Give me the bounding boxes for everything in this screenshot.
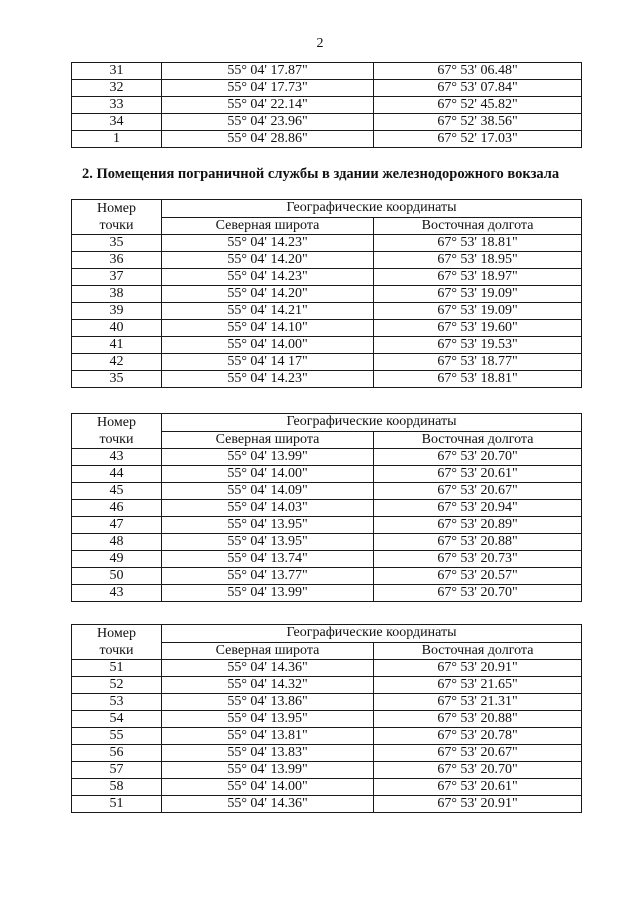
point-number-cell: 34 [72,114,162,131]
longitude-cell: 67° 53' 20.89" [374,517,582,534]
latitude-cell: 55° 04' 14.10" [162,320,374,337]
longitude-cell: 67° 53' 20.70" [374,762,582,779]
point-number-cell: 39 [72,303,162,320]
table-row [72,63,582,80]
table-row [72,320,582,337]
longitude-cell: 67° 53' 21.31" [374,694,582,711]
point-number-cell: 49 [72,551,162,568]
point-number-cell: 51 [72,796,162,813]
latitude-header: Северная широта [162,642,374,660]
point-number-cell: 32 [72,80,162,97]
point-number-cell: 41 [72,337,162,354]
longitude-cell: 67° 53' 20.91" [374,660,582,677]
latitude-cell: 55° 04' 13.95" [162,711,374,728]
point-number-cell: 56 [72,745,162,762]
longitude-cell: 67° 53' 18.95" [374,252,582,269]
coordinates-header: Географические координаты [162,414,582,432]
point-number-cell: 47 [72,517,162,534]
longitude-cell: 67° 53' 19.60" [374,320,582,337]
point-number-cell: 33 [72,97,162,114]
point-number-cell: 37 [72,269,162,286]
point-number-cell: 40 [72,320,162,337]
coordinates-table-3 [71,624,582,813]
table-row [72,252,582,269]
point-number-cell: 38 [72,286,162,303]
table-row [72,796,582,813]
latitude-cell: 55° 04' 14 17" [162,354,374,371]
latitude-cell: 55° 04' 14.00" [162,779,374,796]
table-row [72,235,582,252]
longitude-cell: 67° 53' 20.88" [374,711,582,728]
longitude-cell: 67° 53' 19.09" [374,303,582,320]
longitude-cell: 67° 53' 06.48" [374,63,582,80]
table-row [72,728,582,745]
point-number-cell: 43 [72,585,162,602]
longitude-cell: 67° 53' 20.67" [374,745,582,762]
point-number-cell: 1 [72,131,162,148]
table-row [72,303,582,320]
longitude-header: Восточная долгота [374,642,582,660]
longitude-cell: 67° 53' 20.70" [374,585,582,602]
table-row [72,80,582,97]
latitude-cell: 55° 04' 13.99" [162,449,374,466]
longitude-cell: 67° 53' 07.84" [374,80,582,97]
longitude-cell: 67° 53' 19.09" [374,286,582,303]
point-number-cell: 55 [72,728,162,745]
point-number-cell: 50 [72,568,162,585]
latitude-cell: 55° 04' 13.74" [162,551,374,568]
table-row [72,337,582,354]
latitude-cell: 55° 04' 14.20" [162,252,374,269]
table-row [72,483,582,500]
point-number-cell: 53 [72,694,162,711]
table-row [72,745,582,762]
page-number: 2 [316,36,324,51]
longitude-cell: 67° 52' 45.82" [374,97,582,114]
table-row [72,449,582,466]
point-number-header: Номер точки [72,414,162,449]
latitude-cell: 55° 04' 17.87" [162,63,374,80]
latitude-cell: 55° 04' 14.20" [162,286,374,303]
latitude-cell: 55° 04' 14.23" [162,235,374,252]
point-number-cell: 54 [72,711,162,728]
longitude-cell: 67° 53' 20.78" [374,728,582,745]
latitude-cell: 55° 04' 13.95" [162,534,374,551]
latitude-cell: 55° 04' 13.99" [162,762,374,779]
point-number-cell: 45 [72,483,162,500]
longitude-cell: 67° 52' 38.56" [374,114,582,131]
longitude-cell: 67° 53' 20.57" [374,568,582,585]
table-row [72,677,582,694]
coordinates-table-continued [71,62,582,148]
table-row [72,269,582,286]
point-number-cell: 48 [72,534,162,551]
point-number-cell: 42 [72,354,162,371]
coordinates-header: Географические координаты [162,200,582,218]
latitude-cell: 55° 04' 14.36" [162,796,374,813]
table-row [72,551,582,568]
point-number-cell: 57 [72,762,162,779]
latitude-cell: 55° 04' 14.00" [162,337,374,354]
latitude-cell: 55° 04' 28.86" [162,131,374,148]
point-number-header: Номер точки [72,200,162,235]
table-row [72,762,582,779]
coordinates-table-1 [71,199,582,388]
latitude-header: Северная широта [162,431,374,449]
point-number-cell: 52 [72,677,162,694]
coordinates-header: Географические координаты [162,625,582,643]
latitude-header: Северная широта [162,217,374,235]
section-heading: 2. Помещения пограничной службы в здании железнодорожного вокзала [82,166,560,182]
latitude-cell: 55° 04' 13.77" [162,568,374,585]
point-number-cell: 51 [72,660,162,677]
table-row [72,500,582,517]
latitude-cell: 55° 04' 14.03" [162,500,374,517]
latitude-cell: 55° 04' 13.99" [162,585,374,602]
table-row [72,660,582,677]
latitude-cell: 55° 04' 13.83" [162,745,374,762]
point-number-cell: 31 [72,63,162,80]
table-row [72,711,582,728]
longitude-header: Восточная долгота [374,217,582,235]
longitude-cell: 67° 53' 20.88" [374,534,582,551]
latitude-cell: 55° 04' 13.81" [162,728,374,745]
point-number-cell: 35 [72,235,162,252]
table-row [72,371,582,388]
longitude-cell: 67° 53' 19.53" [374,337,582,354]
point-number-cell: 36 [72,252,162,269]
table-row [72,779,582,796]
point-number-header: Номер точки [72,625,162,660]
longitude-cell: 67° 53' 18.81" [374,371,582,388]
longitude-cell: 67° 53' 20.61" [374,779,582,796]
longitude-cell: 67° 53' 21.65" [374,677,582,694]
table-row [72,97,582,114]
latitude-cell: 55° 04' 14.00" [162,466,374,483]
longitude-cell: 67° 52' 17.03" [374,131,582,148]
longitude-cell: 67° 53' 18.81" [374,235,582,252]
longitude-cell: 67° 53' 20.61" [374,466,582,483]
longitude-cell: 67° 53' 20.67" [374,483,582,500]
latitude-cell: 55° 04' 22.14" [162,97,374,114]
table-row [72,517,582,534]
latitude-cell: 55° 04' 13.95" [162,517,374,534]
table-row [72,534,582,551]
point-number-cell: 46 [72,500,162,517]
table-row [72,466,582,483]
longitude-cell: 67° 53' 20.70" [374,449,582,466]
latitude-cell: 55° 04' 23.96" [162,114,374,131]
longitude-cell: 67° 53' 18.97" [374,269,582,286]
table-row [72,354,582,371]
longitude-cell: 67° 53' 18.77" [374,354,582,371]
longitude-cell: 67° 53' 20.94" [374,500,582,517]
table-row [72,585,582,602]
latitude-cell: 55° 04' 14.09" [162,483,374,500]
latitude-cell: 55° 04' 14.21" [162,303,374,320]
longitude-cell: 67° 53' 20.73" [374,551,582,568]
table-row [72,694,582,711]
table-row [72,286,582,303]
longitude-cell: 67° 53' 20.91" [374,796,582,813]
longitude-header: Восточная долгота [374,431,582,449]
latitude-cell: 55° 04' 13.86" [162,694,374,711]
latitude-cell: 55° 04' 14.23" [162,269,374,286]
table-row [72,131,582,148]
point-number-cell: 35 [72,371,162,388]
table-row [72,568,582,585]
table-row [72,114,582,131]
latitude-cell: 55° 04' 14.36" [162,660,374,677]
latitude-cell: 55° 04' 17.73" [162,80,374,97]
point-number-cell: 44 [72,466,162,483]
latitude-cell: 55° 04' 14.23" [162,371,374,388]
point-number-cell: 58 [72,779,162,796]
latitude-cell: 55° 04' 14.32" [162,677,374,694]
point-number-cell: 43 [72,449,162,466]
coordinates-table-2 [71,413,582,602]
